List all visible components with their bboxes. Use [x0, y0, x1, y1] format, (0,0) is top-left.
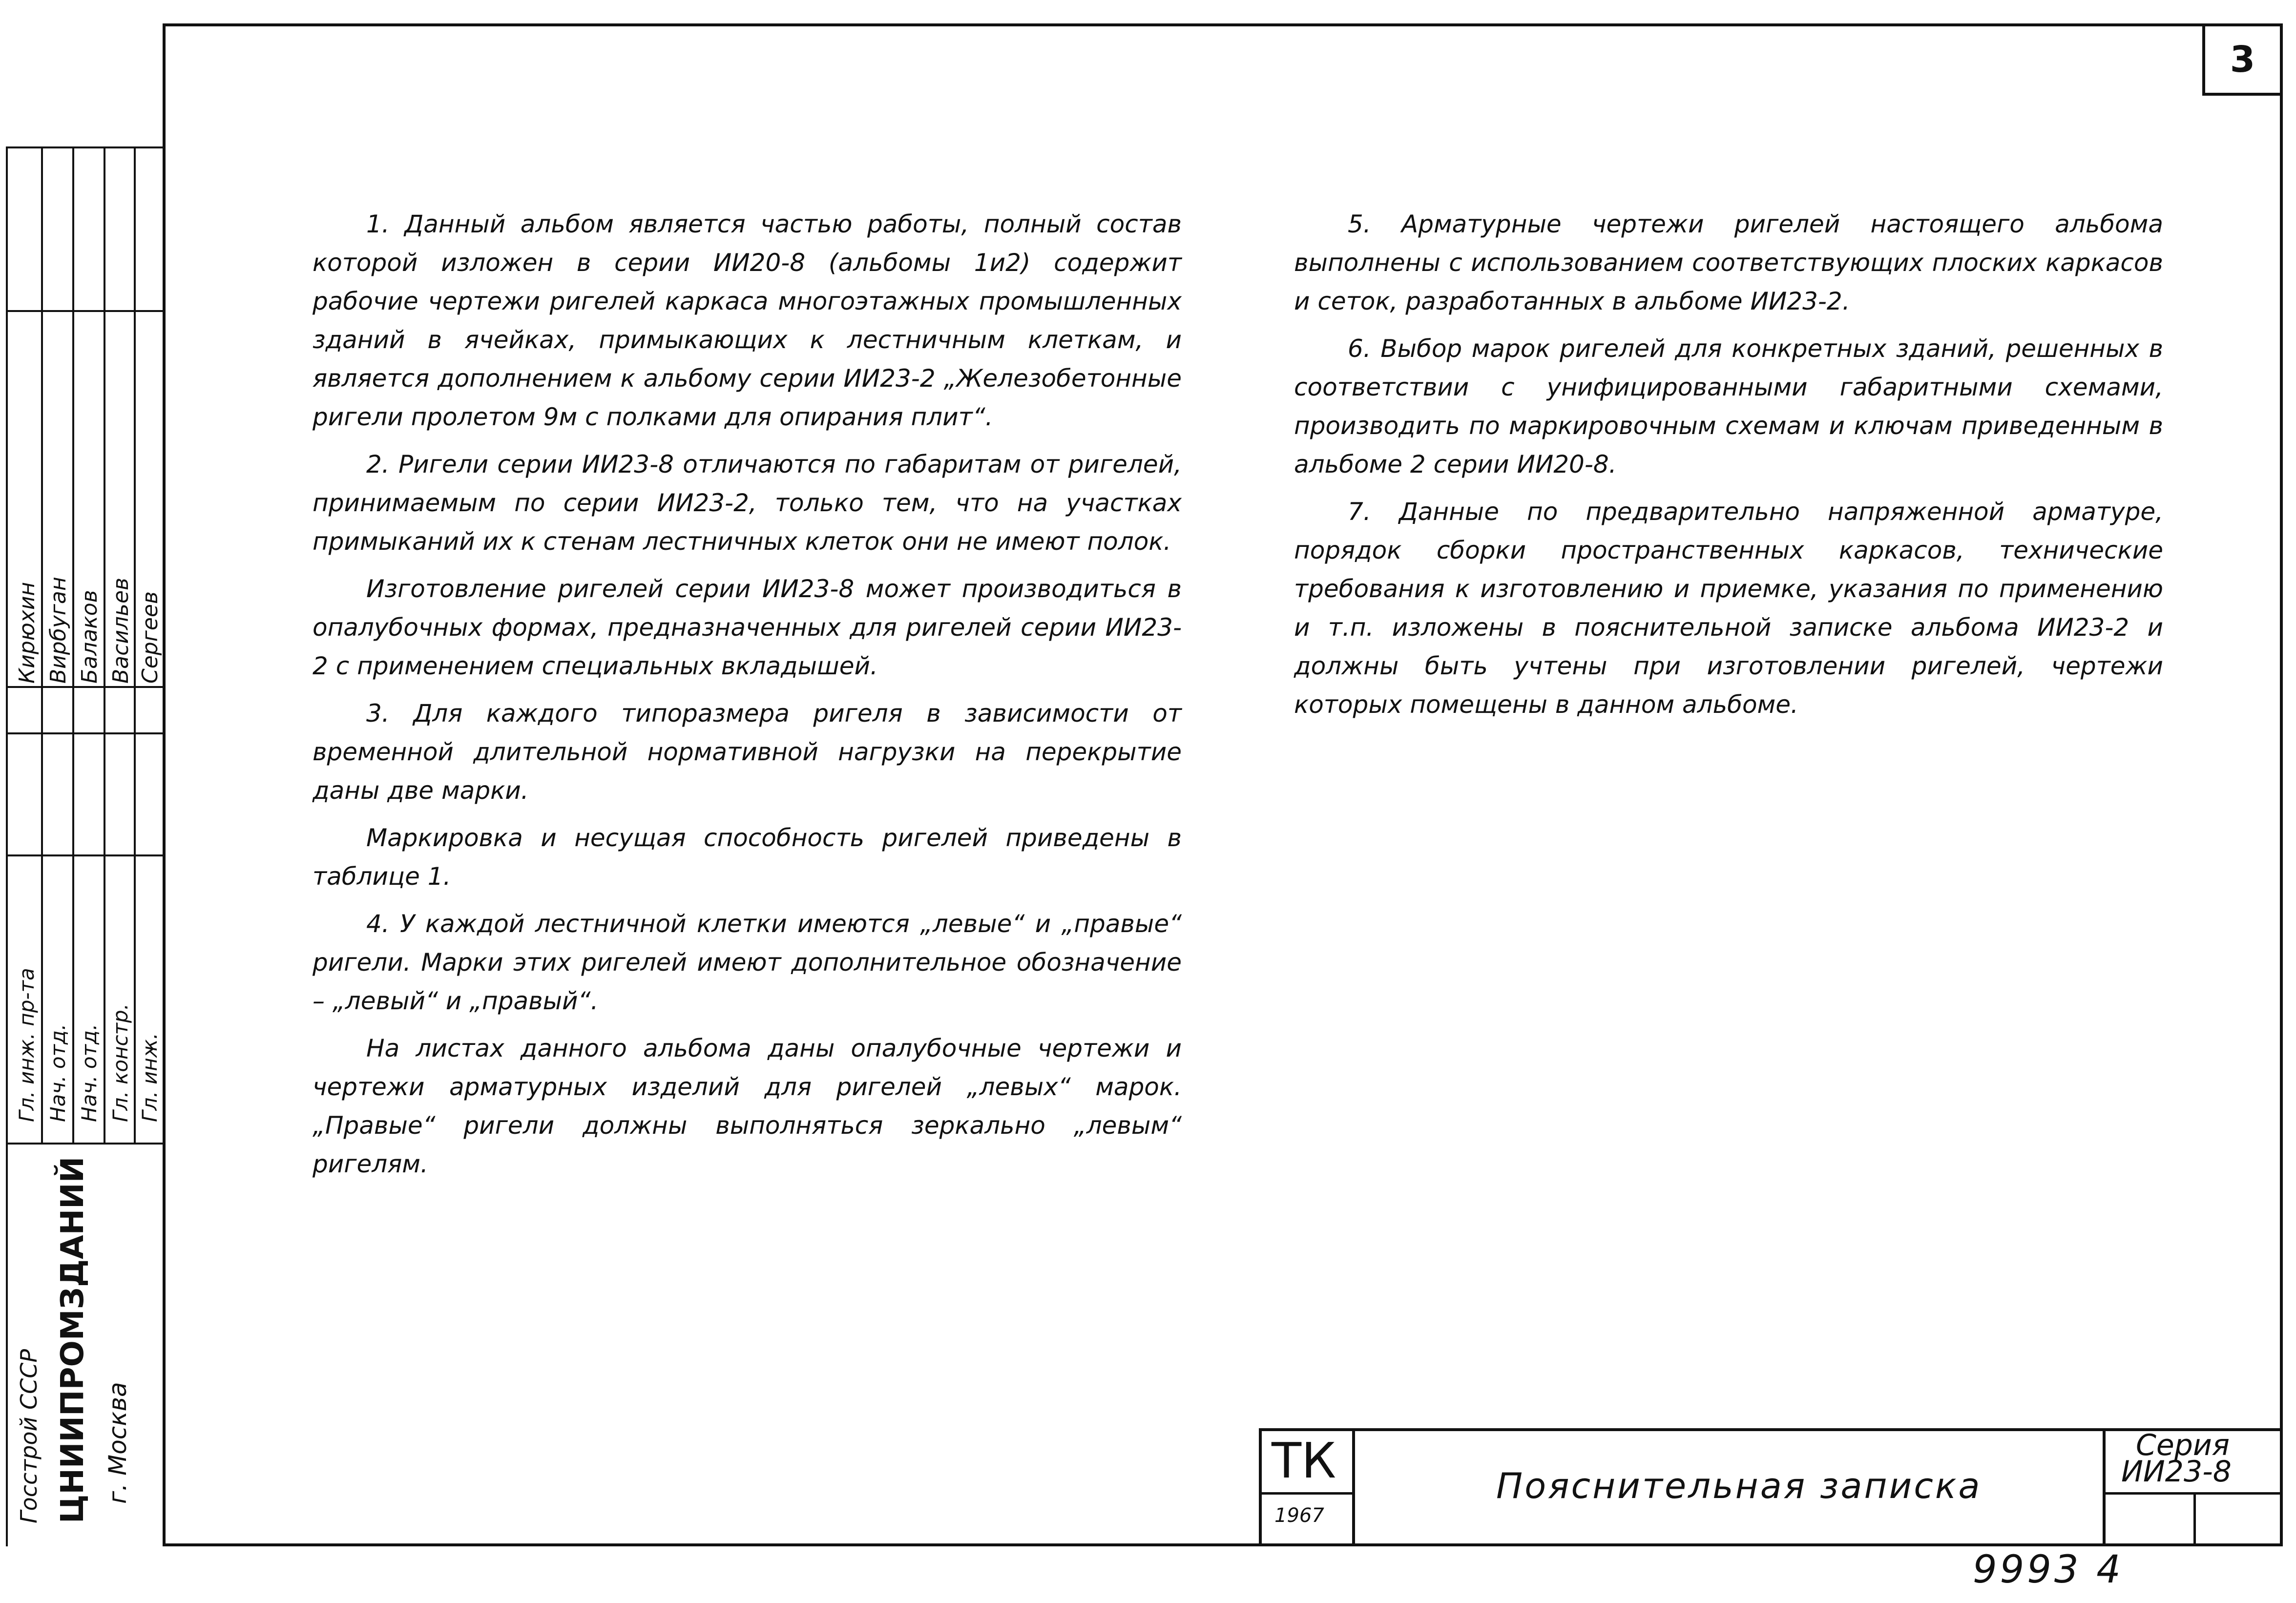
stamp-org-line2: ЦНИИПРОМЗДАНИЙ [55, 1156, 91, 1523]
paragraph-2: 2. Ригели серии ИИ23-8 отличаются по габаритам от ригелей, принимаемым по серии ИИ23-2, только тем, что на участках примыканий их к стенам лестничных клеток они не имеют полок. [313, 450, 1182, 556]
page-number: 3 [2202, 23, 2283, 96]
text-column-right [1294, 205, 2163, 733]
series-label: Серия [2136, 1428, 2230, 1462]
stamp-role-2: Нач. отд. [46, 1023, 70, 1122]
series-value: ИИ23-8 [2121, 1455, 2232, 1489]
paragraph-1: 1. Данный альбом является частью работы, полный состав которой изложен в серии ИИ20-8 (альбомы 1и2) содержит рабочие чертежи ригелей каркаса многоэтажных промышленных зданий в ячейках, примыкающих к лестничным клеткам, и является дополнением к альбому серии ИИ23-2 „Железобетонные ригели пролетом 9м с полками для опирания плит“. [313, 210, 1182, 431]
title-block-year: 1967 [1274, 1504, 1324, 1527]
stamp-name-3: Балаков [77, 590, 102, 684]
paragraph-4b: На листах данного альбома даны опалубочные чертежи и чертежи арматурных изделий для ригелей „левых“ марок. „Правые“ ригели должны выполняться зеркально „левым“ ригелям. [313, 1034, 1182, 1178]
paragraph-3b: Маркировка и несущая способность ригелей приведены в таблице 1. [313, 824, 1182, 891]
paragraph-2b: Изготовление ригелей серии ИИ23-8 может производиться в опалубочных формах, предназначенных для ригелей серии ИИ23-2 с применением специальных вкладышей. [313, 575, 1182, 680]
tk-label: ТК [1272, 1432, 1336, 1489]
stamp-role-5: Гл. инж. [138, 1033, 162, 1122]
stamp-role-3: Нач. отд. [77, 1023, 101, 1122]
stamp-name-4: Васильев [108, 578, 133, 684]
paragraph-5: 5. Арматурные чертежи ригелей настоящего альбома выполнены с использованием соответствующих плоских каркасов и сеток, разработанных в альбоме ИИ23-2. [1294, 210, 2163, 315]
left-stamp [6, 146, 163, 1546]
stamp-role-1: Гл. инж. пр-та [15, 968, 39, 1122]
stamp-org-line1: Госстрой СССР [16, 1349, 42, 1523]
footer-number: 9993 4 [1973, 1548, 2124, 1592]
paragraph-4: 4. У каждой лестничной клетки имеются „левые“ и „правые“ ригели. Марки этих ригелей имеют дополнительное обозначение – „левый“ и „правый“. [313, 910, 1182, 1015]
stamp-name-5: Сергеев [138, 591, 163, 684]
document-title: Пояснительная записка [1496, 1465, 1982, 1506]
stamp-role-4: Гл. констр. [108, 1003, 132, 1122]
stamp-name-2: Вирбуган [46, 577, 71, 684]
text-column-left [313, 205, 1182, 1192]
paragraph-7: 7. Данные по предварительно напряженной арматуре, порядок сборки пространственных каркасов, технические требования к изготовлению и приемке, указания по применению и т.п. изложены в пояснительной записке альбома ИИ23-2 и должны быть учтены при изготовлении ригелей, чертежи которых помещены в данном альбоме. [1294, 498, 2163, 719]
stamp-name-1: Кирюхин [15, 582, 40, 684]
paragraph-6: 6. Выбор марок ригелей для конкретных зданий, решенных в соответствии с унифицированными габаритными схемами, производить по маркировочным схемам и ключам приведенным в альбоме 2 серии ИИ20-8. [1294, 334, 2163, 479]
stamp-org-line3: г. Москва [104, 1382, 132, 1504]
paragraph-3: 3. Для каждого типоразмера ригеля в зависимости от временной длительной нормативной нагрузки на перекрытие даны две марки. [313, 699, 1182, 805]
title-block [1259, 1428, 2283, 1546]
